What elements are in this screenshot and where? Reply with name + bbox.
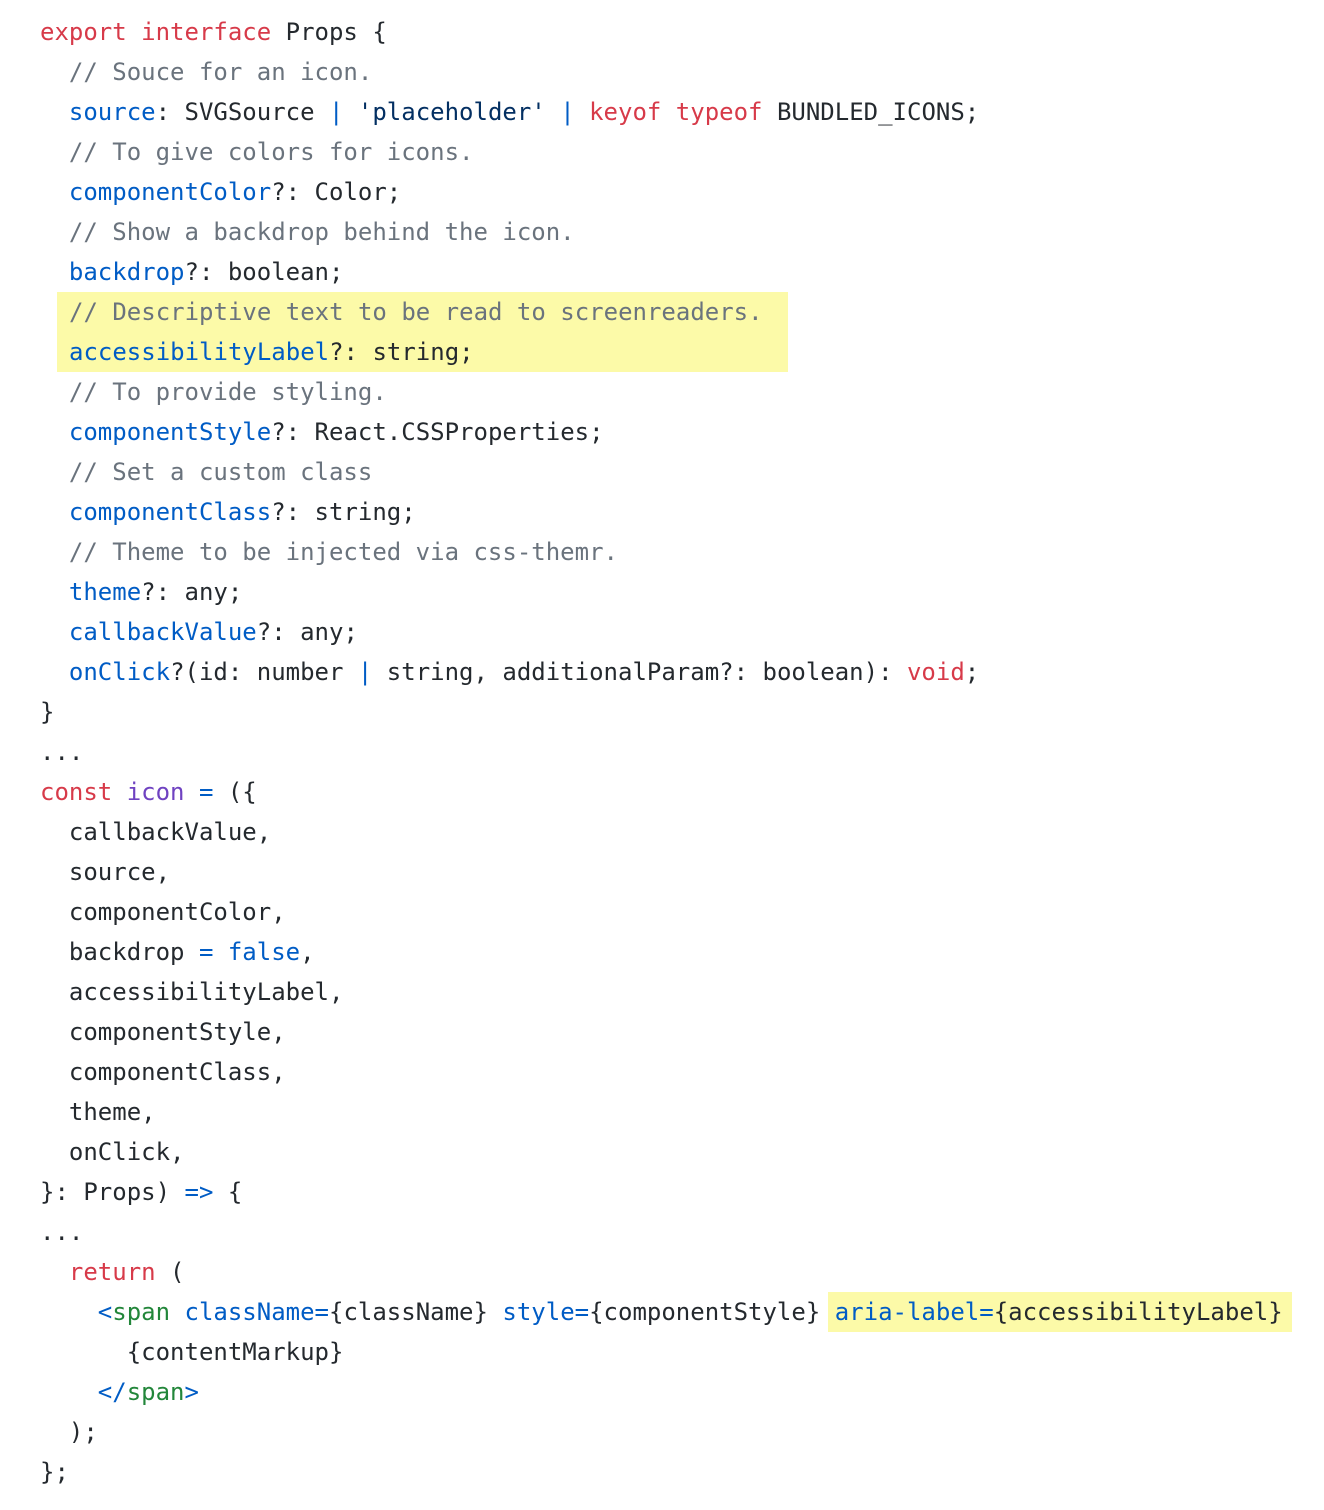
code-token-operator: = (979, 1298, 994, 1326)
code-token-plain-text: componentColor, (40, 898, 286, 926)
highlighted-block (57, 332, 788, 372)
code-token-plain-text (546, 98, 560, 126)
code-token-plain-text: ?(id: number (170, 658, 358, 686)
code-token-entity-name: aria-label (834, 1298, 980, 1326)
code-token-plain-text (40, 418, 69, 446)
code-line (40, 212, 1324, 252)
code-token-plain-text (343, 98, 357, 126)
code-token-entity-name: className (184, 1298, 315, 1326)
code-token-plain-text: ... (40, 1218, 84, 1246)
code-token-keyword: return (68, 1258, 156, 1286)
code-token-plain-text: ?: string; (271, 498, 416, 526)
code-token-plain-text: ({ (213, 778, 257, 806)
code-token-plain-text: ?: boolean; (184, 258, 344, 286)
code-line (40, 852, 1324, 892)
code-line (40, 1012, 1324, 1052)
code-token-string: 'placeholder' (357, 98, 546, 126)
code-line (40, 452, 1324, 492)
code-token-operator: = (198, 778, 214, 806)
code-token-plain-text: ?: any; (141, 578, 243, 606)
code-line (40, 292, 1324, 332)
code-token-comment: // To give colors for icons. (40, 138, 474, 166)
code-token-entity-name: componentColor (68, 178, 272, 206)
code-line (40, 972, 1324, 1012)
code-token-entity-name: theme (68, 578, 142, 606)
code-token-operator: => (184, 1178, 214, 1206)
code-line (40, 1412, 1324, 1452)
code-token-plain-text: } (40, 698, 55, 726)
code-token-plain-text: , (300, 938, 315, 966)
code-token-plain-text (112, 778, 126, 806)
code-line (40, 812, 1324, 852)
code-token-plain-text (185, 778, 199, 806)
code-token-comment: // To provide styling. (40, 378, 387, 406)
code-token-plain-text: {componentStyle} (589, 1298, 821, 1326)
code-token-plain-text (40, 98, 69, 126)
code-token-plain-text: Props { (271, 18, 387, 46)
code-line (40, 772, 1324, 812)
code-token-plain-text: ( (155, 1258, 185, 1286)
code-token-plain-text: ?: any; (256, 618, 358, 646)
code-line (40, 932, 1324, 972)
code-line (40, 1372, 1324, 1412)
code-token-plain-text (40, 498, 69, 526)
code-line (40, 252, 1324, 292)
code-token-plain-text: : SVGSource (155, 98, 329, 126)
code-token-plain-text (170, 1298, 184, 1326)
code-token-keyword: void (906, 658, 965, 686)
code-token-operator: | (329, 98, 344, 126)
code-line (40, 1212, 1324, 1252)
code-token-jsx-tag-name: span (126, 1378, 185, 1406)
code-token-plain-text: ?: React.CSSProperties; (271, 418, 604, 446)
code-token-entity-name: backdrop (68, 258, 185, 286)
code-line (40, 1252, 1324, 1292)
code-line (40, 652, 1324, 692)
code-token-operator: = (314, 1298, 329, 1326)
code-token-jsx-tag-name: span (112, 1298, 171, 1326)
code-token-plain-text: theme, (40, 1098, 156, 1126)
code-token-operator: | (560, 98, 575, 126)
code-token-entity-name: onClick (68, 658, 171, 686)
code-line (40, 132, 1324, 172)
code-token-plain-text: {contentMarkup} (40, 1338, 344, 1366)
code-token-plain-text: {className} (329, 1298, 503, 1326)
code-line (40, 52, 1324, 92)
code-token-plain-text (40, 1298, 98, 1326)
code-token-keyword: export interface (40, 18, 272, 46)
code-line (40, 572, 1324, 612)
code-line (40, 692, 1324, 732)
code-token-plain-text: string, additionalParam?: boolean): (372, 658, 907, 686)
code-line (40, 1452, 1324, 1492)
code-line (40, 1172, 1324, 1212)
code-token-plain-text: }: Props) (40, 1178, 185, 1206)
code-token-plain-text: ?: string; (329, 338, 474, 366)
code-token-plain-text: source, (40, 858, 171, 886)
code-token-plain-text (40, 1258, 69, 1286)
code-token-entity-name: source (68, 98, 156, 126)
code-token-operator: | (357, 658, 373, 686)
code-token-plain-text: }; (40, 1458, 69, 1486)
code-line (40, 1092, 1324, 1132)
code-line (40, 372, 1324, 412)
code-token-entity-name: callbackValue (68, 618, 257, 646)
code-token-plain-text: accessibilityLabel, (40, 978, 344, 1006)
code-token-plain-text (40, 258, 69, 286)
code-token-plain-text (40, 658, 69, 686)
code-token-comment: // Souce for an icon. (40, 58, 373, 86)
code-token-constant-variable: icon (126, 778, 185, 806)
code-token-plain-text: {accessibilityLabel} (993, 1298, 1283, 1326)
code-line (40, 1052, 1324, 1092)
code-token-comment: // Descriptive text to be read to screenreaders. (69, 298, 763, 326)
code-line (40, 332, 1324, 372)
code-line (40, 1132, 1324, 1172)
code-token-keyword: const (40, 778, 113, 806)
code-line (40, 732, 1324, 772)
code-token-plain-text: { (213, 1178, 243, 1206)
code-token-plain-text: backdrop (40, 938, 199, 966)
code-token-plain-text: ; (964, 658, 980, 686)
code-line (40, 892, 1324, 932)
code-token-plain-text (40, 178, 69, 206)
code-token-plain-text: componentClass, (40, 1058, 286, 1086)
highlighted-inline (828, 1292, 1292, 1332)
code-token-plain-text: componentStyle, (40, 1018, 286, 1046)
code-line (40, 532, 1324, 572)
code-token-plain-text: callbackValue, (40, 818, 272, 846)
code-token-entity-name: componentStyle (68, 418, 272, 446)
code-token-operator: = (198, 938, 228, 966)
code-token-plain-text (575, 98, 589, 126)
code-token-entity-name: componentClass (68, 498, 272, 526)
code-line (40, 412, 1324, 452)
code-token-plain-text (40, 1378, 98, 1406)
code-token-comment: // Show a backdrop behind the icon. (40, 218, 575, 246)
code-token-entity-name: accessibilityLabel (69, 338, 330, 366)
code-token-plain-text: ?: Color; (271, 178, 402, 206)
code-token-operator: > (184, 1378, 199, 1406)
code-token-entity-name: false (227, 938, 301, 966)
code-token-plain-text (40, 618, 69, 646)
code-line (40, 1332, 1324, 1372)
code-token-plain-text: ); (40, 1418, 98, 1446)
code-token-plain-text: onClick, (40, 1138, 185, 1166)
highlighted-block (57, 292, 788, 332)
code-line (40, 12, 1324, 52)
code-token-plain-text: BUNDLED_ICONS; (762, 98, 980, 126)
code-line (40, 92, 1324, 132)
code-token-entity-name: style (502, 1298, 575, 1326)
code-token-comment: // Theme to be injected via css-themr. (40, 538, 618, 566)
code-token-comment: // Set a custom class (40, 458, 373, 486)
code-line (40, 172, 1324, 212)
code-token-keyword: keyof typeof (589, 98, 763, 126)
code-token-operator: </ (97, 1378, 127, 1406)
code-token-plain-text: ... (40, 738, 84, 766)
code-line (40, 492, 1324, 532)
code-line (40, 612, 1324, 652)
code-token-operator: = (574, 1298, 590, 1326)
code-line (40, 1292, 1324, 1332)
code-token-operator: < (97, 1298, 113, 1326)
code-token-plain-text (40, 578, 69, 606)
